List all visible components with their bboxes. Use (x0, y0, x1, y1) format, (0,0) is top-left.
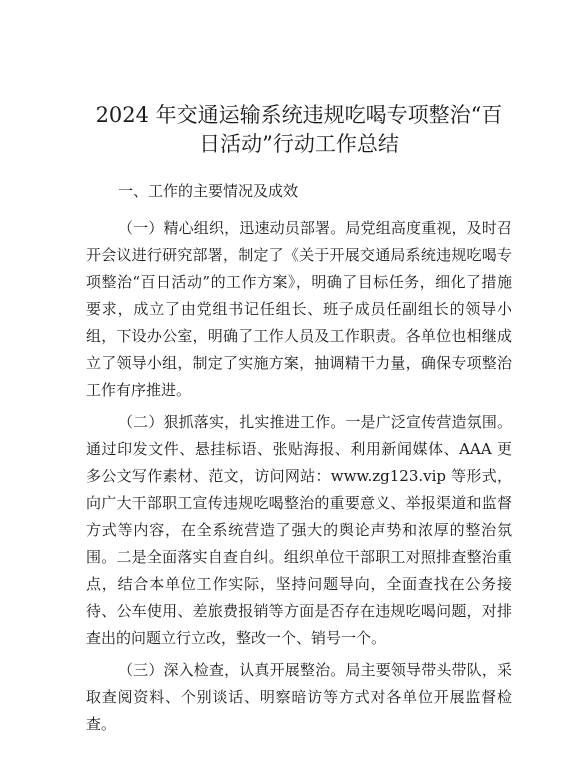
document-title: 2024 年交通运输系统违规吃喝专项整治“百日活动”行动工作总结 (95, 103, 503, 156)
paragraph-2: （二）狠抓落实，扎实推进工作。一是广泛宣传营造氛围。通过印发文件、悬挂标语、张贴海报、利用新闻媒体、AAA 更多公文写作素材、范文，访问网站：www.zg123.vip 等形式，向广大干部职工宣传违规吃喝整治的重要意义、举报渠道和监督方式等内容，在全系统营造了强大的舆论声势和浓厚的整治氛围。二是全面落实自查自纠。组织单位干部职工对照排查整治重点，结合本单位工作实际，坚持问题导向，全面查找在公务接待、公车使用、差旅费报销等方面是否存在违规吃喝问题，对排查出的问题立行立改，整改一个、销号一个。 (86, 413, 512, 647)
section-heading: 一、工作的主要情况及成效 (118, 182, 299, 200)
paragraph-3: （三）深入检查，认真开展整治。局主要领导带头带队，采取查阅资料、个别谈话、明察暗访等方式对各单位开展监督检查。 (86, 661, 512, 733)
paragraph-1: （一）精心组织，迅速动员部署。局党组高度重视，及时召开会议进行研究部署，制定了《关于开展交通局系统违规吃喝专项整治“百日活动”的工作方案》，明确了目标任务，细化了措施要求，成立了由党组书记任组长、班子成员任副组长的领导小组，下设办公室，明确了工作人员及工作职责。各单位也相继成立了领导小组，制定了实施方案，抽调精干力量，确保专项整治工作有序推进。 (86, 219, 512, 399)
